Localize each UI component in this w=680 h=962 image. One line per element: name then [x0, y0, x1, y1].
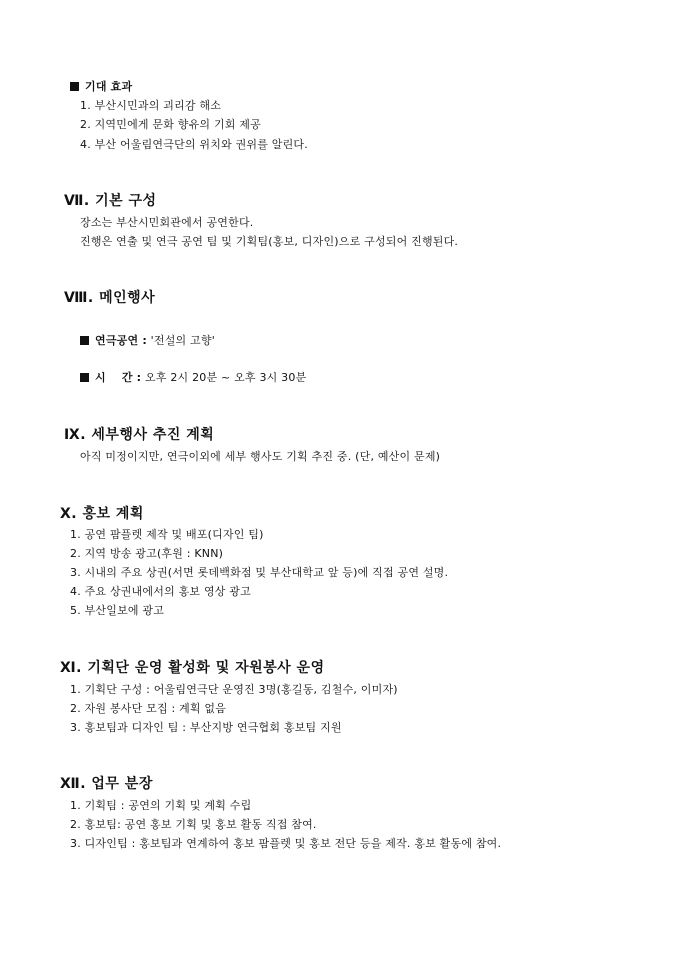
sec9-line: 아직 미정이지만, 연극이외에 세부 행사도 기획 추진 중. (단, 예산이 문제): [80, 450, 441, 463]
play-value: '전설의 고향': [150, 334, 215, 347]
section-11-title: Ⅺ. 기획단 운영 활성화 및 자원봉사 운영: [60, 660, 325, 676]
square-bullet-icon: [80, 373, 89, 382]
sec11-item-1: 1. 기획단 구성 : 어울림연극단 운영진 3명(홍길동, 김철수, 이미자): [70, 683, 398, 696]
play-line: [80, 334, 215, 348]
sec7-line-2: 진행은 연출 및 연극 공연 팀 및 기획팀(홍보, 디자인)으로 구성되어 진행된다.: [80, 235, 459, 248]
time-label-a: 시: [95, 371, 106, 384]
time-label-b: 간 :: [121, 371, 142, 384]
expect-heading: 기대 효과: [70, 80, 132, 94]
section-10-title: Ⅹ. 홍보 계획: [60, 506, 144, 522]
time-line: [80, 371, 306, 385]
sec7-line-1: 장소는 부산시민회관에서 공연한다.: [80, 216, 254, 229]
sec10-item-3: 3. 시내의 주요 상권(서면 롯데백화점 및 부산대학교 앞 등)에 직접 공연 설명.: [70, 566, 449, 579]
sec10-item-5: 5. 부산일보에 광고: [70, 604, 165, 617]
expect-item-3: 4. 부산 어울림연극단의 위치와 권위를 알린다.: [80, 138, 308, 151]
square-bullet-icon: [70, 82, 79, 91]
section-7-title: Ⅶ. 기본 구성: [64, 193, 157, 209]
sec11-item-2: 2. 자원 봉사단 모집 : 계획 없음: [70, 702, 227, 715]
play-label: 연극공연 :: [95, 334, 147, 347]
sec10-item-4: 4. 주요 상권내에서의 홍보 영상 광고: [70, 585, 251, 598]
sec10-item-2: 2. 지역 방송 광고(후원 : KNN): [70, 547, 224, 560]
sec12-item-2: 2. 홍보팀: 공연 홍보 기획 및 홍보 활동 직접 참여.: [70, 818, 317, 831]
sec12-item-1: 1. 기획팀 : 공연의 기획 및 계획 수립: [70, 799, 252, 812]
sec12-item-3: 3. 디자인팀 : 홍보팀과 연계하여 홍보 팜플렛 및 홍보 전단 등을 제작. 홍보 활동에 참여.: [70, 837, 502, 850]
sec10-item-1: 1. 공연 팜플렛 제작 및 배포(디자인 팀): [70, 528, 264, 541]
time-value: 오후 2시 20분 ~ 오후 3시 30분: [145, 371, 307, 384]
sec11-item-3: 3. 홍보팀과 디자인 팀 : 부산지방 연극협회 홍보팀 지원: [70, 721, 342, 734]
expect-item-2: 2. 지역민에게 문화 향유의 기회 제공: [80, 118, 261, 131]
section-12-title: Ⅻ. 업무 분장: [60, 776, 153, 792]
expect-item-1: 1. 부산시민과의 괴리감 해소: [80, 99, 222, 112]
section-9-title: Ⅸ. 세부행사 추진 계획: [64, 427, 215, 443]
section-8-title: Ⅷ. 메인행사: [64, 290, 156, 306]
square-bullet-icon: [80, 336, 89, 345]
